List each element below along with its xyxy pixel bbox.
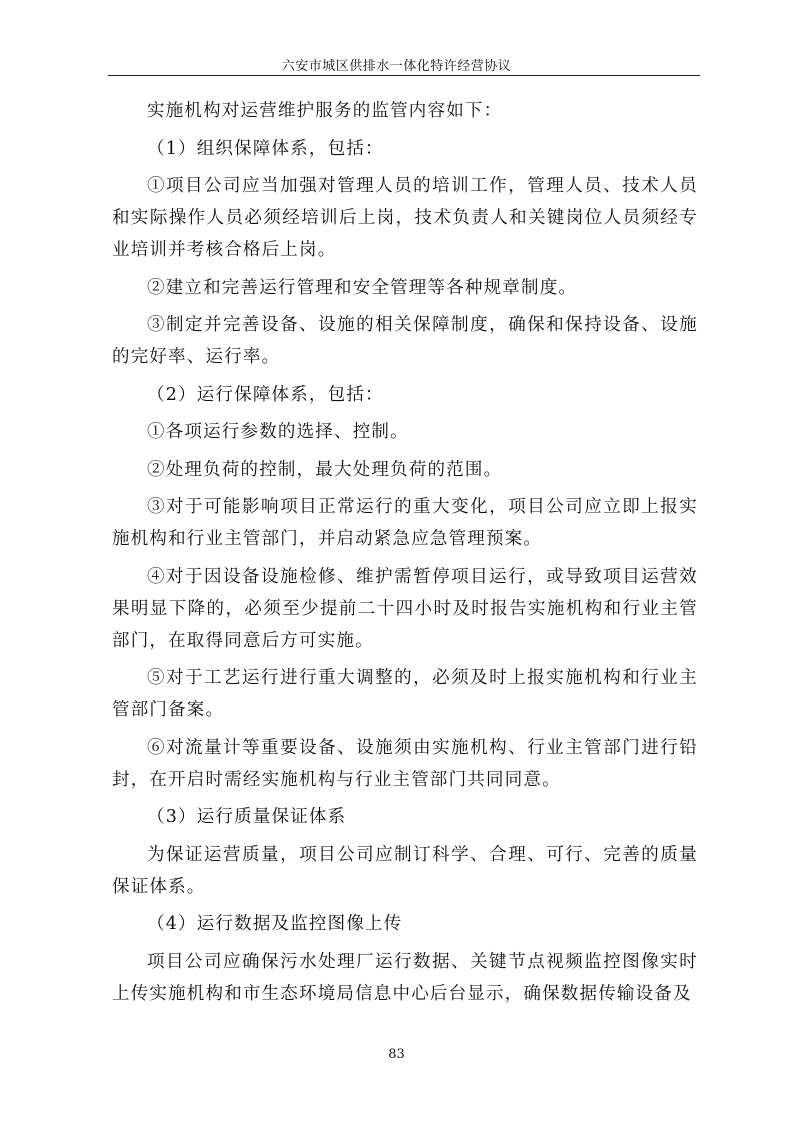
paragraph-item: ⑥对流量计等重要设备、设施须由实施机构、行业主管部门进行铅封，在开启时需经实施机构与行业主管部门共同同意。 (112, 737, 698, 790)
paragraph-item: ②建立和完善运行管理和安全管理等各种规章制度。 (147, 277, 578, 298)
paragraph-item: ④对于因设备设施检修、维护需暂停项目运行，或导致项目运营效果明显下降的，必须至少提前二十四小时及时报告实施机构和行业主管部门，在取得同意后方可实施。 (112, 566, 698, 651)
paragraph-item: ②处理负荷的控制，最大处理负荷的范围。 (147, 459, 503, 480)
section-heading-1: （1）组织保障体系，包括： (147, 138, 384, 159)
paragraph-item: ⑤对于工艺运行进行重大调整的，必须及时上报实施机构和行业主管部门备案。 (112, 668, 698, 720)
section-heading-4: （4）运行数据及监控图像上传 (147, 914, 403, 934)
paragraph-item: ③制定并完善设备、设施的相关保障制度，确保和保持设备、设施的完好率、运行率。 (112, 315, 698, 367)
running-header: 六安市城区供排水一体化特许经营协议 (281, 59, 512, 74)
paragraph-item: 项目公司应确保污水处理厂运行数据、关键节点视频监控图像实时上传实施机构和市生态环境局信息中心后台显示，确保数据传输设备及 (112, 951, 698, 1004)
paragraph-item: ①项目公司应当加强对管理人员的培训工作，管理人员、技术人员和实际操作人员必须经培训后上岗，技术负责人和关键岗位人员须经专业培训并考核合格后上岗。 (112, 176, 698, 260)
document-body (112, 95, 698, 1015)
page-number: 83 (388, 1047, 405, 1062)
section-heading-3: （3）运行质量保证体系 (147, 807, 347, 827)
paragraph-item: 为保证运营质量，项目公司应制订科学、合理、可行、完善的质量保证体系。 (112, 844, 698, 897)
paragraph-item: ③对于可能影响项目正常运行的重大变化，项目公司应立即上报实施机构和行业主管部门，并启动紧急应急管理预案。 (112, 497, 698, 549)
paragraph-item: ①各项运行参数的选择、控制。 (147, 422, 409, 442)
header-rule (108, 75, 700, 76)
paragraph-intro: 实施机构对运营维护服务的监管内容如下： (147, 101, 503, 121)
section-heading-2: （2）运行保障体系，包括： (147, 384, 384, 405)
